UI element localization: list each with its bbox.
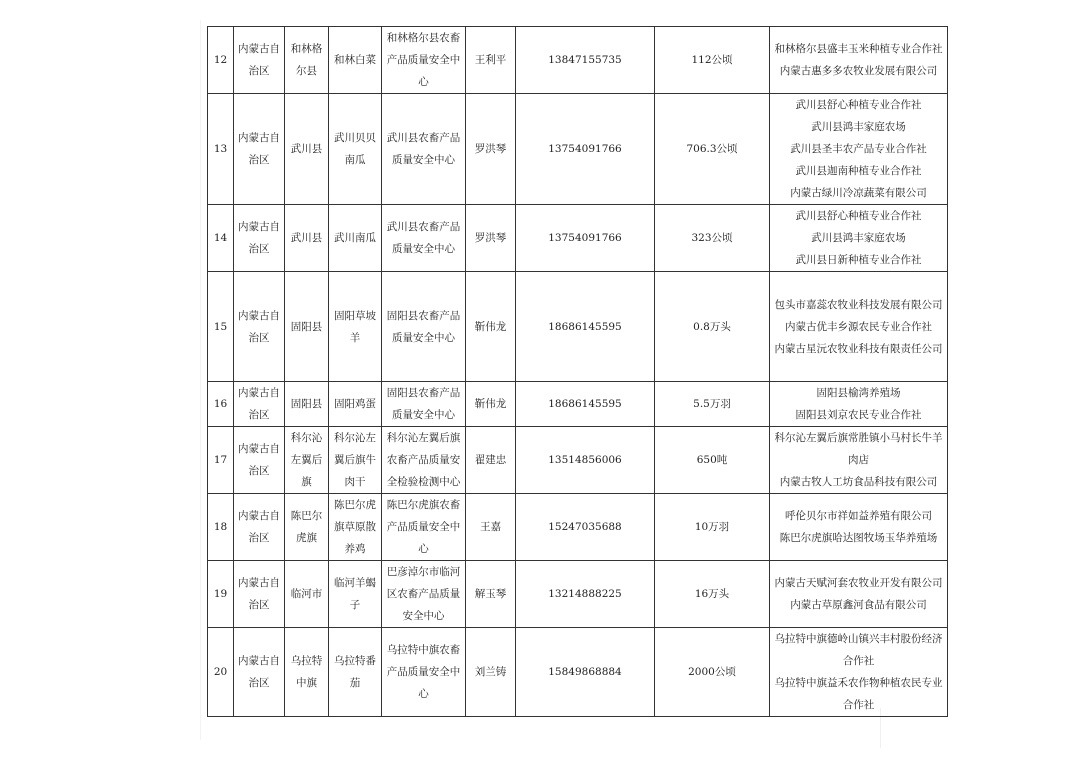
row-number: 14 bbox=[208, 205, 234, 272]
organization-name: 内蒙古天赋河套农牧业开发有限公司 bbox=[774, 577, 943, 589]
organizations-cell bbox=[770, 272, 948, 382]
agency-cell: 陈巴尔虎旗农畜产品质量安全中心 bbox=[382, 494, 466, 561]
organization-name: 包头市嘉蕊农牧业科技发展有限公司 bbox=[774, 298, 943, 311]
contact-cell: 罗洪琴 bbox=[466, 94, 516, 205]
organization-name: 乌拉特中旗益禾农作物种植农民专业合作社 bbox=[774, 677, 943, 711]
organization-name: 固阳县榆湾养殖场 bbox=[816, 387, 901, 399]
producer-table bbox=[207, 26, 948, 717]
county-cell: 和林格尔县 bbox=[285, 27, 329, 94]
row-number: 17 bbox=[208, 427, 234, 494]
organization-name: 和林格尔县盛丰玉米种植专业合作社 bbox=[774, 43, 943, 55]
organization-name: 武川县舒心种植专业合作社 bbox=[795, 99, 922, 111]
product-cell: 武川贝贝南瓜 bbox=[329, 94, 382, 205]
agency-cell: 固阳县农畜产品质量安全中心 bbox=[382, 382, 466, 427]
product-cell: 武川南瓜 bbox=[329, 205, 382, 272]
row-number: 19 bbox=[208, 561, 234, 628]
agency-cell: 武川县农畜产品质量安全中心 bbox=[382, 94, 466, 205]
scale-cell: 650吨 bbox=[655, 427, 770, 494]
organizations-cell bbox=[770, 27, 948, 94]
county-cell: 陈巴尔虎旗 bbox=[285, 494, 329, 561]
organization-name: 呼伦贝尔市祥如益养殖有限公司 bbox=[785, 510, 932, 522]
county-cell: 武川县 bbox=[285, 205, 329, 272]
county-cell: 固阳县 bbox=[285, 382, 329, 427]
organization-name: 武川县迦南种植专业合作社 bbox=[795, 165, 922, 177]
region-cell: 内蒙古自治区 bbox=[234, 94, 285, 205]
organization-name: 内蒙古草原鑫河食品有限公司 bbox=[790, 599, 927, 611]
organization-name: 内蒙古星沅农牧业科技有限责任公司 bbox=[774, 342, 943, 355]
scale-cell: 112公顷 bbox=[655, 27, 770, 94]
organization-name: 固阳县刘京农民专业合作社 bbox=[795, 409, 922, 421]
agency-cell: 和林格尔县农畜产品质量安全中心 bbox=[382, 27, 466, 94]
phone-cell: 13754091766 bbox=[516, 94, 655, 205]
organizations-cell bbox=[770, 628, 948, 717]
row-number: 18 bbox=[208, 494, 234, 561]
county-cell: 科尔沁左翼后旗 bbox=[285, 427, 329, 494]
organization-name: 乌拉特中旗德岭山镇兴丰村股份经济合作社 bbox=[774, 633, 943, 667]
region-cell: 内蒙古自治区 bbox=[234, 427, 285, 494]
product-cell: 和林白菜 bbox=[329, 27, 382, 94]
contact-cell: 刘兰铸 bbox=[466, 628, 516, 717]
contact-cell: 罗洪琴 bbox=[466, 205, 516, 272]
phone-cell: 13214888225 bbox=[516, 561, 655, 628]
organization-name: 武川县日新种植专业合作社 bbox=[795, 254, 922, 266]
region-cell: 内蒙古自治区 bbox=[234, 205, 285, 272]
organization-name: 武川县鸿丰家庭农场 bbox=[811, 232, 906, 244]
agency-cell: 武川县农畜产品质量安全中心 bbox=[382, 205, 466, 272]
row-number: 16 bbox=[208, 382, 234, 427]
organization-name: 内蒙古牧人工坊食品科技有限公司 bbox=[779, 476, 938, 488]
region-cell: 内蒙古自治区 bbox=[234, 494, 285, 561]
region-cell: 内蒙古自治区 bbox=[234, 561, 285, 628]
scale-cell: 16万头 bbox=[655, 561, 770, 628]
organization-name: 武川县舒心种植专业合作社 bbox=[795, 210, 922, 222]
region-cell: 内蒙古自治区 bbox=[234, 628, 285, 717]
row-number: 20 bbox=[208, 628, 234, 717]
product-cell: 乌拉特番茄 bbox=[329, 628, 382, 717]
organizations-cell bbox=[770, 427, 948, 494]
product-cell: 陈巴尔虎旗草原散养鸡 bbox=[329, 494, 382, 561]
table-row bbox=[208, 494, 948, 561]
organization-name: 武川县圣丰农产品专业合作社 bbox=[790, 143, 927, 155]
row-number: 12 bbox=[208, 27, 234, 94]
product-cell: 固阳草坡羊 bbox=[329, 272, 382, 382]
phone-cell: 15849868884 bbox=[516, 628, 655, 717]
phone-cell: 18686145595 bbox=[516, 272, 655, 382]
page-edge-shadow bbox=[200, 20, 201, 740]
region-cell: 内蒙古自治区 bbox=[234, 27, 285, 94]
phone-cell: 13847155735 bbox=[516, 27, 655, 94]
phone-cell: 15247035688 bbox=[516, 494, 655, 561]
table-row bbox=[208, 427, 948, 494]
row-number: 13 bbox=[208, 94, 234, 205]
phone-cell: 13514856006 bbox=[516, 427, 655, 494]
table-row bbox=[208, 94, 948, 205]
county-cell: 临河市 bbox=[285, 561, 329, 628]
organizations-cell bbox=[770, 494, 948, 561]
agency-cell: 科尔沁左翼后旗农畜产品质量安全检验检测中心 bbox=[382, 427, 466, 494]
contact-cell: 翟建忠 bbox=[466, 427, 516, 494]
scale-cell: 10万羽 bbox=[655, 494, 770, 561]
organizations-cell bbox=[770, 94, 948, 205]
organizations-cell bbox=[770, 561, 948, 628]
table-row bbox=[208, 272, 948, 382]
table-row bbox=[208, 628, 948, 717]
contact-cell: 解玉琴 bbox=[466, 561, 516, 628]
table-row bbox=[208, 27, 948, 94]
scale-cell: 323公顷 bbox=[655, 205, 770, 272]
contact-cell: 王嘉 bbox=[466, 494, 516, 561]
table-row bbox=[208, 205, 948, 272]
county-cell: 固阳县 bbox=[285, 272, 329, 382]
region-cell: 内蒙古自治区 bbox=[234, 382, 285, 427]
organization-name: 内蒙古惠多多农牧业发展有限公司 bbox=[779, 65, 938, 77]
county-cell: 武川县 bbox=[285, 94, 329, 205]
scale-cell: 5.5万羽 bbox=[655, 382, 770, 427]
product-cell: 固阳鸡蛋 bbox=[329, 382, 382, 427]
organizations-cell bbox=[770, 205, 948, 272]
scale-cell: 2000公顷 bbox=[655, 628, 770, 717]
product-cell: 临河羊蝎子 bbox=[329, 561, 382, 628]
table-row bbox=[208, 561, 948, 628]
organization-name: 武川县鸿丰家庭农场 bbox=[811, 121, 906, 133]
agency-cell: 固阳县农畜产品质量安全中心 bbox=[382, 272, 466, 382]
contact-cell: 靳伟龙 bbox=[466, 272, 516, 382]
phone-cell: 13754091766 bbox=[516, 205, 655, 272]
agency-cell: 巴彦淖尔市临河区农畜产品质量安全中心 bbox=[382, 561, 466, 628]
organization-name: 内蒙古绿川冷凉蔬菜有限公司 bbox=[790, 187, 927, 199]
organization-name: 科尔沁左翼后旗常胜镇小马村长牛羊肉店 bbox=[774, 432, 943, 466]
scale-cell: 706.3公顷 bbox=[655, 94, 770, 205]
phone-cell: 18686145595 bbox=[516, 382, 655, 427]
county-cell: 乌拉特中旗 bbox=[285, 628, 329, 717]
product-cell: 科尔沁左翼后旗牛肉干 bbox=[329, 427, 382, 494]
row-number: 15 bbox=[208, 272, 234, 382]
organization-name: 陈巴尔虎旗哈达图牧场玉华养殖场 bbox=[779, 532, 938, 544]
region-cell: 内蒙古自治区 bbox=[234, 272, 285, 382]
contact-cell: 王利平 bbox=[466, 27, 516, 94]
scale-cell: 0.8万头 bbox=[655, 272, 770, 382]
contact-cell: 靳伟龙 bbox=[466, 382, 516, 427]
agency-cell: 乌拉特中旗农畜产品质量安全中心 bbox=[382, 628, 466, 717]
table-row bbox=[208, 382, 948, 427]
organization-name: 内蒙古优丰乡源农民专业合作社 bbox=[785, 320, 932, 333]
organizations-cell bbox=[770, 382, 948, 427]
